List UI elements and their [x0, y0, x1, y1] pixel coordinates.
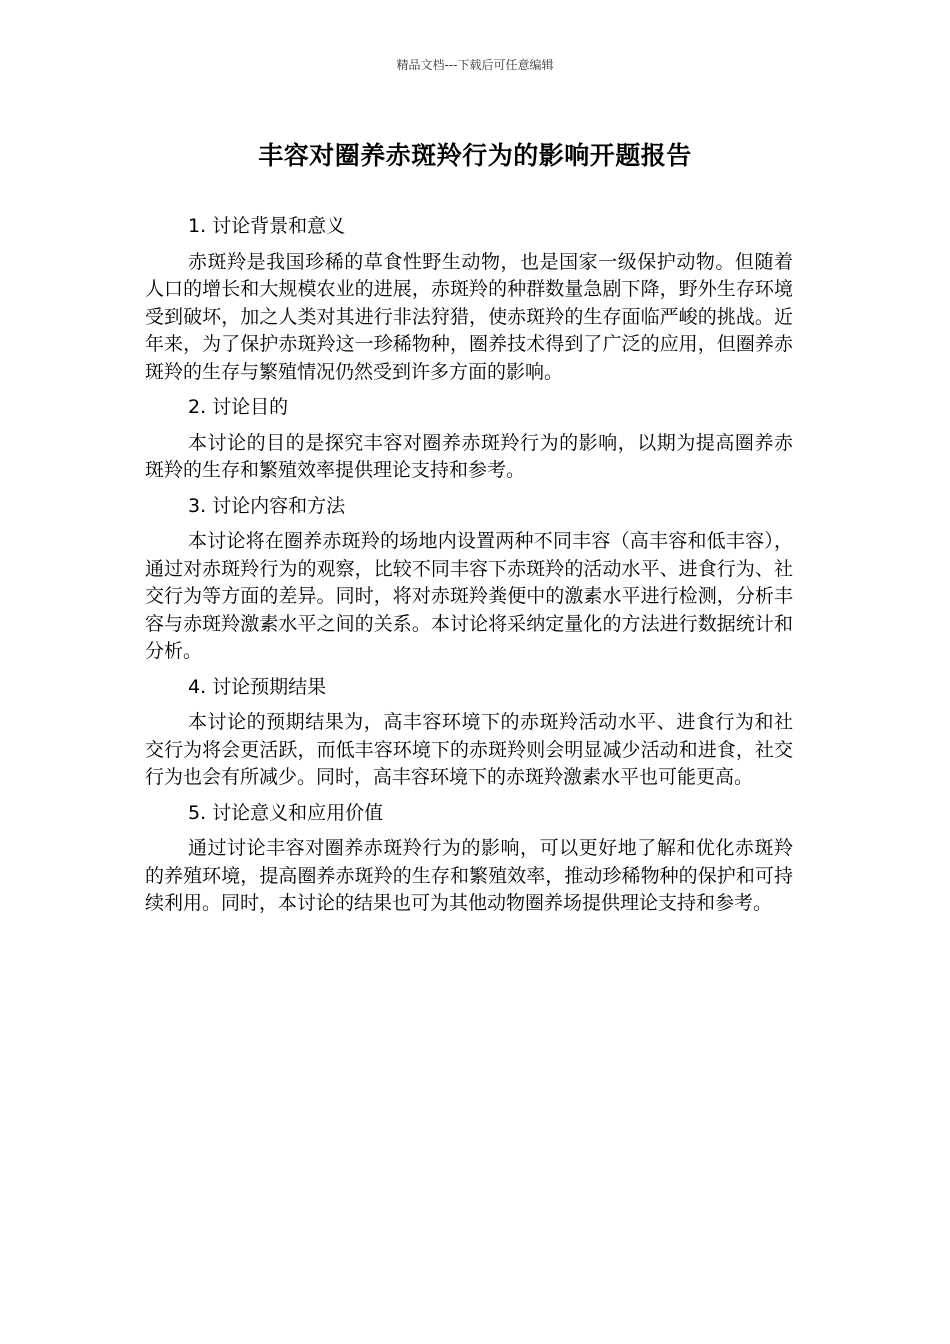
document-title: 丰容对圈养赤斑羚行为的影响开题报告	[258, 141, 692, 170]
section-content-methods	[145, 493, 793, 666]
section-paragraph: 本讨论的目的是探究丰容对圈养赤斑羚行为的影响，以期为提高圈养赤斑羚的生存和繁殖效率提供理论支持和参考。	[145, 431, 793, 481]
section-expected-results	[145, 674, 793, 792]
section-significance	[145, 800, 793, 918]
page-header-watermark: 精品文档---下载后可任意编辑	[396, 58, 554, 72]
section-heading: 4. 讨论预期结果	[188, 675, 327, 698]
section-paragraph: 本讨论的预期结果为，高丰容环境下的赤斑羚活动水平、进食行为和社交行为将会更活跃，而低丰容环境下的赤斑羚则会明显减少活动和进食，社交行为也会有所减少。同时，高丰容环境下的赤斑羚激素水平也可能更高。	[145, 711, 793, 788]
section-heading: 3. 讨论内容和方法	[188, 494, 346, 517]
section-heading: 2. 讨论目的	[188, 396, 289, 418]
section-background	[145, 213, 793, 386]
document-body	[145, 213, 793, 926]
section-paragraph: 赤斑羚是我国珍稀的草食性野生动物，也是国家一级保护动物。但随着人口的增长和大规模农业的进展，赤斑羚的种群数量急剧下降，野外生存环境受到破坏，加之人类对其进行非法狩猎，使赤斑羚的生存面临严峻的挑战。近年来，为了保护赤斑羚这一珍稀物种，圈养技术得到了广泛的应用，但圈养赤斑羚的生存与繁殖情况仍然受到许多方面的影响。	[145, 250, 793, 383]
section-heading: 1. 讨论背景和意义	[188, 215, 346, 237]
section-heading: 5. 讨论意义和应用价值	[188, 801, 384, 824]
section-paragraph: 本讨论将在圈养赤斑羚的场地内设置两种不同丰容（高丰容和低丰容），通过对赤斑羚行为的观察，比较不同丰容下赤斑羚的活动水平、进食行为、社交行为等方面的差异。同时，将对赤斑羚粪便中的激素水平进行检测，分析丰容与赤斑羚激素水平之间的关系。本讨论将采纳定量化的方法进行数据统计和分析。	[145, 530, 793, 662]
section-purpose	[145, 394, 793, 485]
section-paragraph: 通过讨论丰容对圈养赤斑羚行为的影响，可以更好地了解和优化赤斑羚的养殖环境，提高圈养赤斑羚的生存和繁殖效率，推动珍稀物种的保护和可持续利用。同时，本讨论的结果也可为其他动物圈养场提供理论支持和参考。	[145, 837, 793, 914]
